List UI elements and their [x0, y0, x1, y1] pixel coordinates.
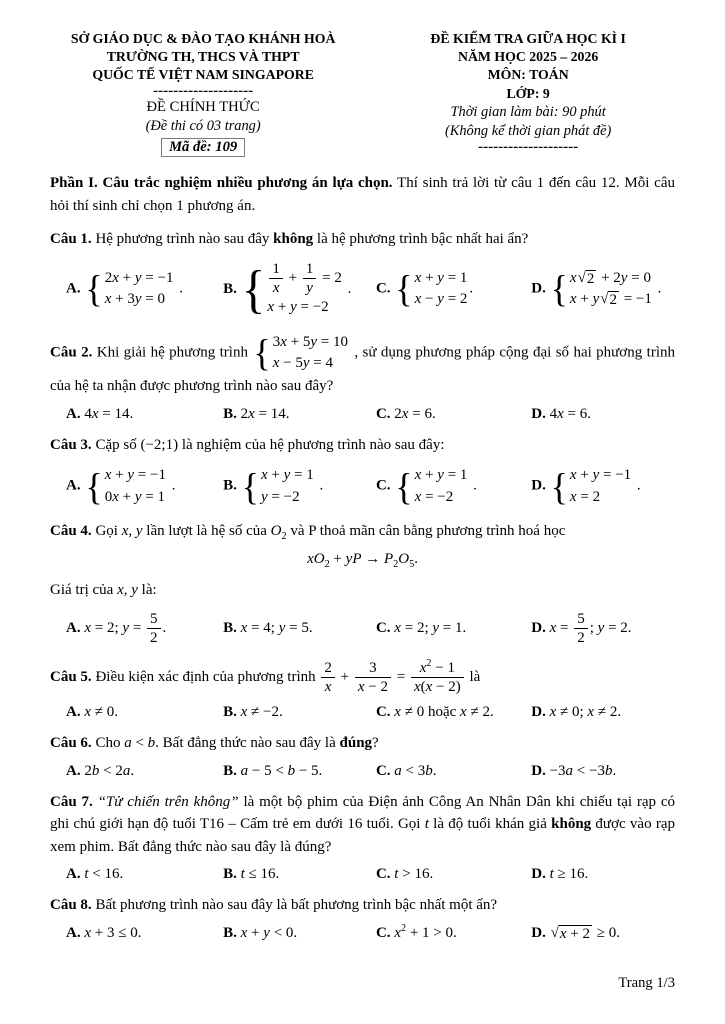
equation-row: x = −2 [414, 488, 454, 505]
option-label: B. [223, 704, 241, 721]
question-label: Câu 6. [50, 735, 96, 752]
equation-row: y = −2 [260, 488, 300, 505]
exam-title: ĐỀ KIỂM TRA GIỮA HỌC KÌ I [430, 31, 626, 46]
system-of-equations [85, 465, 166, 508]
question-label: Câu 8. [50, 897, 96, 914]
school-name-line2: QUỐC TẾ VIỆT NAM SINGAPORE [92, 67, 314, 83]
exam-content [50, 172, 675, 943]
inline-math: a < b. [124, 735, 159, 752]
equation-row: x √ 2 + 2y = 0 [569, 269, 651, 287]
option-label: A. [66, 925, 85, 942]
system-of-equations [395, 268, 467, 311]
fraction: $\frac{3}{x - 2}$ [355, 659, 391, 697]
option-B: B. t ≤ 16. [223, 866, 280, 883]
equation-row: x + y = 1 [414, 467, 468, 484]
header-right-separator: -------------------- [478, 138, 579, 155]
equation-row: x − 5y = 4 [272, 355, 333, 372]
option-A: A. { x + y = −1 0x + y = 1 . [66, 465, 176, 508]
text-segment: Khi giải hệ phương trình [96, 344, 253, 361]
question-text [50, 520, 675, 543]
text-segment: Bất phương trình nào sau đây là bất phương trình bậc nhất một ẩn? [95, 897, 498, 914]
left-brace: { [85, 268, 103, 311]
radical: √ 2 [600, 291, 617, 309]
option-label: B. [223, 478, 241, 495]
question-1 [50, 228, 675, 319]
text-segment: không [273, 231, 314, 248]
question-label: Câu 3. [50, 436, 96, 453]
option-label: C. [375, 478, 395, 495]
no-extra-time-note: (Không kể thời gian phát đề) [444, 122, 612, 139]
inline-math: x, y [117, 582, 138, 599]
text-segment: được vào rạp xem phim. Bất đẳng thức nào sau đây là đúng? [50, 816, 675, 855]
upright-text: hoặc [424, 704, 461, 721]
option-label: C. [375, 762, 395, 779]
option-label: C. [375, 866, 395, 883]
subscript: 2 [281, 530, 287, 542]
option-label: D. [531, 762, 550, 779]
header-left [50, 30, 356, 157]
option-label: A. [66, 866, 85, 883]
option-label: B. [223, 405, 241, 422]
option-C: C. 2x = 6. [375, 405, 436, 422]
text-segment: là [465, 668, 481, 685]
question-label: Câu 2. [50, 344, 97, 361]
subscript: 2 [393, 559, 399, 571]
option-D: D. { x √ 2 + 2y = 0 x + y √ 2 = −1 . [531, 268, 662, 311]
grade-label: LỚP: 9 [506, 85, 550, 101]
left-brace: { [241, 259, 266, 319]
question-text-continued [50, 579, 675, 602]
question-label: Câu 7. [50, 793, 98, 810]
text-segment: Cặp số [95, 436, 141, 453]
question-text [50, 434, 675, 457]
question-7 [50, 791, 675, 884]
option-B: B. x + y < 0. [223, 925, 298, 942]
option-label: B. [223, 925, 241, 942]
options-row [50, 763, 675, 780]
option-B: B. 2x = 14. [223, 405, 290, 422]
option-D: D. 4x = 6. [531, 405, 591, 422]
options-row [50, 610, 675, 648]
text-segment: không [551, 816, 592, 833]
question-text [50, 228, 675, 251]
question-text [50, 791, 675, 859]
option-label: B. [223, 762, 241, 779]
option-label: B. [223, 280, 241, 297]
option-D: D. x = $\frac{5}{2}$ ; y = 2. [531, 610, 632, 647]
fraction: $\frac{2}{x}$ [321, 659, 335, 697]
left-brace: { [241, 465, 259, 508]
question-label: Câu 5. [50, 668, 96, 685]
text-segment: Bất đẳng thức nào sau đây là [158, 735, 340, 752]
option-label: D. [531, 280, 550, 297]
text-segment: và P thoả mãn cân bằng phương trình hoá học [286, 522, 566, 539]
option-D: D. −3a < −3b. [531, 762, 617, 779]
option-D: D. t ≥ 16. [531, 866, 589, 883]
option-C: C. $x^2 + 1 > 0$. [375, 923, 457, 942]
option-A: A. { 2x + y = −1 x + 3y = 0 . [66, 268, 183, 311]
equation-row: x + y = −2 [267, 299, 329, 316]
option-label: B. [223, 620, 241, 637]
system-of-equations [395, 465, 467, 508]
option-C: C. { x + y = 1 x = −2 . [375, 465, 477, 508]
question-text [50, 894, 675, 917]
centered-formula: $xO_2$ + yP → $P_2O_5$. [307, 551, 418, 571]
text-segment: Gọi [95, 522, 122, 539]
option-D: D. √ x + 2 ≥ 0. [531, 924, 620, 942]
options-row [50, 704, 675, 721]
question-text [50, 659, 675, 697]
equation-row: x = 2 [569, 488, 601, 505]
school-year: NĂM HỌC 2025 – 2026 [457, 49, 599, 65]
fraction: $\frac{1}{x}$ [269, 260, 283, 298]
text-segment: là độ tuổi khán giả [428, 816, 552, 833]
fraction: $\frac{5}{2}$ [574, 610, 588, 648]
text-segment: đúng [339, 735, 373, 752]
superscript: 2 [400, 923, 407, 935]
option-label: C. [375, 620, 395, 637]
option-B: B. x = 4; y = 5. [223, 620, 313, 637]
text-segment: là một bộ phim của Điện ảnh Công An Nhân Dân khi chiếu tại rạp có ghi chú giới hạn độ tuổi T16 – Cấm trẻ em dưới 16 tuổi. Gọi [50, 793, 675, 833]
option-A: A. 2b < 2a. [66, 762, 135, 779]
inline-math: t [424, 816, 429, 833]
option-C: C. { x + y = 1 x − y = 2 . [375, 268, 474, 311]
page-number: Trang 1/3 [618, 975, 675, 991]
equation-row: x + y = 1 [260, 467, 314, 484]
equation-row: x + y = −1 [104, 467, 166, 484]
fraction: $\frac{5}{2}$ [147, 610, 161, 648]
option-A: A. x ≠ 0. [66, 704, 118, 721]
option-label: D. [531, 405, 550, 422]
option-C: C. a < 3b. [375, 762, 437, 779]
option-A: A. x + 3 ≤ 0. [66, 925, 142, 942]
option-label: C. [375, 280, 395, 297]
question-3 [50, 434, 675, 509]
equation-row: x + 3y = 0 [104, 291, 165, 308]
left-brace: { [550, 268, 568, 311]
text-segment: Điều kiện xác định của phương trình [95, 668, 320, 685]
text-segment: Thí sinh trả lời từ câu 1 đến câu 12. Mỗi câu hỏi thí sinh chỉ chọn 1 phương án. [50, 175, 675, 214]
text-segment: là: [137, 582, 157, 599]
equation-row: 2x + y = −1 [104, 269, 174, 286]
option-label: D. [531, 478, 550, 495]
option-B: B. { x + y = 1 y = −2 . [223, 465, 324, 508]
department-name: SỞ GIÁO DỤC & ĐÀO TẠO KHÁNH HOÀ [70, 31, 336, 46]
option-label: B. [223, 866, 241, 883]
left-brace: { [395, 465, 413, 508]
system-of-equations [551, 465, 632, 508]
fraction: $\frac{1}{y}$ [303, 260, 317, 298]
subscript: 2 [324, 559, 330, 571]
exam-code-badge: Mã đề: 109 [161, 138, 245, 157]
fraction: $\frac{x^2 - 1}{x(x - 2)}$ [411, 659, 464, 697]
equation-row: x + y √ 2 = −1 [569, 291, 652, 309]
text-segment: Phần I. Câu trắc nghiệm nhiều phương án lựa chọn. [50, 175, 393, 192]
system-of-equations [253, 332, 348, 375]
duration-note: Thời gian làm bài: 90 phút [450, 103, 606, 120]
option-B: B. a − 5 < b − 5. [223, 762, 323, 779]
question-5 [50, 659, 675, 722]
official-exam-label: ĐỀ CHÍNH THỨC [146, 99, 260, 116]
option-C: C. x ≠ 0 hoặc x ≠ 2. [375, 704, 494, 721]
header-right [381, 30, 675, 157]
subscript: 5 [409, 559, 415, 571]
question-6 [50, 732, 675, 780]
option-label: C. [375, 704, 395, 721]
option-label: C. [375, 405, 395, 422]
system-of-equations [242, 260, 342, 319]
questions [50, 228, 675, 943]
equation-row: x + y = −1 [569, 467, 632, 484]
option-label: A. [66, 280, 85, 297]
option-label: D. [531, 866, 550, 883]
subject-label: MÔN: TOÁN [487, 67, 569, 83]
question-label: Câu 1. [50, 231, 96, 248]
option-B: B. x ≠ −2. [223, 704, 283, 721]
inline-math: (−2;1) [140, 436, 179, 453]
question-label: Câu 4. [50, 522, 96, 539]
option-D: D. { x + y = −1 x = 2 . [531, 465, 641, 508]
inline-math: $\frac{2}{x}$ + $\frac{3}{x - 2}$ = $\frac{x^2 - 1}{x(x - 2)}$ [319, 669, 465, 685]
options-row [50, 925, 675, 944]
header-left-separator: -------------------- [153, 82, 254, 99]
option-A: A. 4x = 14. [66, 405, 134, 422]
radical: √ x + 2 [550, 924, 590, 942]
option-C: C. t > 16. [375, 866, 434, 883]
text-segment: , sử dụng phương pháp cộng đại số hai phương trình của hệ ta nhận được phương trình nào sau đây? [50, 344, 675, 395]
option-D: D. x ≠ 0; x ≠ 2. [531, 704, 622, 721]
equation-row: 0x + y = 1 [104, 488, 165, 505]
system-of-equations [85, 268, 173, 311]
option-A: A. t < 16. [66, 866, 124, 883]
text-segment: lần lượt là hệ số của [142, 522, 271, 539]
part1-intro [50, 172, 675, 217]
options-row [50, 464, 675, 509]
option-label: D. [531, 620, 550, 637]
inline-math: x, y [121, 522, 143, 539]
options-row [50, 259, 675, 320]
question-8 [50, 894, 675, 943]
system-of-equations [242, 465, 314, 508]
school-name-line1: TRƯỜNG TH, THCS VÀ THPT [106, 49, 300, 65]
pages-note: (Đề thi có 03 trang) [145, 118, 261, 135]
radical: √ 2 [577, 269, 595, 287]
equation-row: $\frac{1}{x}$ + $\frac{1}{y}$ = 2 [267, 260, 341, 298]
option-label: C. [375, 925, 395, 942]
inline-math [252, 331, 350, 375]
text-segment: là nghiệm của hệ phương trình nào sau đây: [178, 436, 445, 453]
question-4 [50, 520, 675, 648]
option-label: A. [66, 478, 85, 495]
option-B: B. { $\frac{1}{x}$ + $\frac{1}{y}$ = 2 x + y = −2 . [223, 259, 352, 319]
equation-row: x − y = 2 [414, 291, 468, 308]
left-brace: { [395, 268, 413, 311]
text-segment: Cho [95, 735, 125, 752]
question-text [50, 732, 675, 755]
text-segment: Hệ phương trình nào sau đây [95, 231, 274, 248]
option-label: A. [66, 405, 85, 422]
left-brace: { [253, 331, 271, 375]
options-row [50, 406, 675, 423]
equation-row: x + y = 1 [414, 269, 468, 286]
option-label: A. [66, 762, 85, 779]
option-label: A. [66, 620, 85, 637]
options-row [50, 866, 675, 883]
text-segment: là hệ phương trình bậc nhất hai ẩn? [313, 231, 529, 248]
left-brace: { [550, 465, 568, 508]
question-text [50, 331, 675, 398]
superscript: 2 [426, 657, 432, 669]
text-segment: ? [372, 735, 379, 752]
left-brace: { [85, 465, 103, 508]
option-C: C. x = 2; y = 1. [375, 620, 467, 637]
option-label: D. [531, 704, 550, 721]
question-2 [50, 331, 675, 423]
system-of-equations [551, 268, 652, 311]
inline-math: $O_2$ [270, 522, 287, 542]
option-label: A. [66, 704, 85, 721]
exam-header [50, 30, 675, 157]
option-A: A. x = 2; y = $\frac{5}{2}$ . [66, 610, 167, 647]
text-segment: “Tử chiến trên không” [97, 793, 239, 810]
equation-row: 3x + 5y = 10 [272, 333, 348, 350]
text-segment: Giá trị của [50, 582, 118, 599]
option-label: D. [531, 924, 550, 941]
